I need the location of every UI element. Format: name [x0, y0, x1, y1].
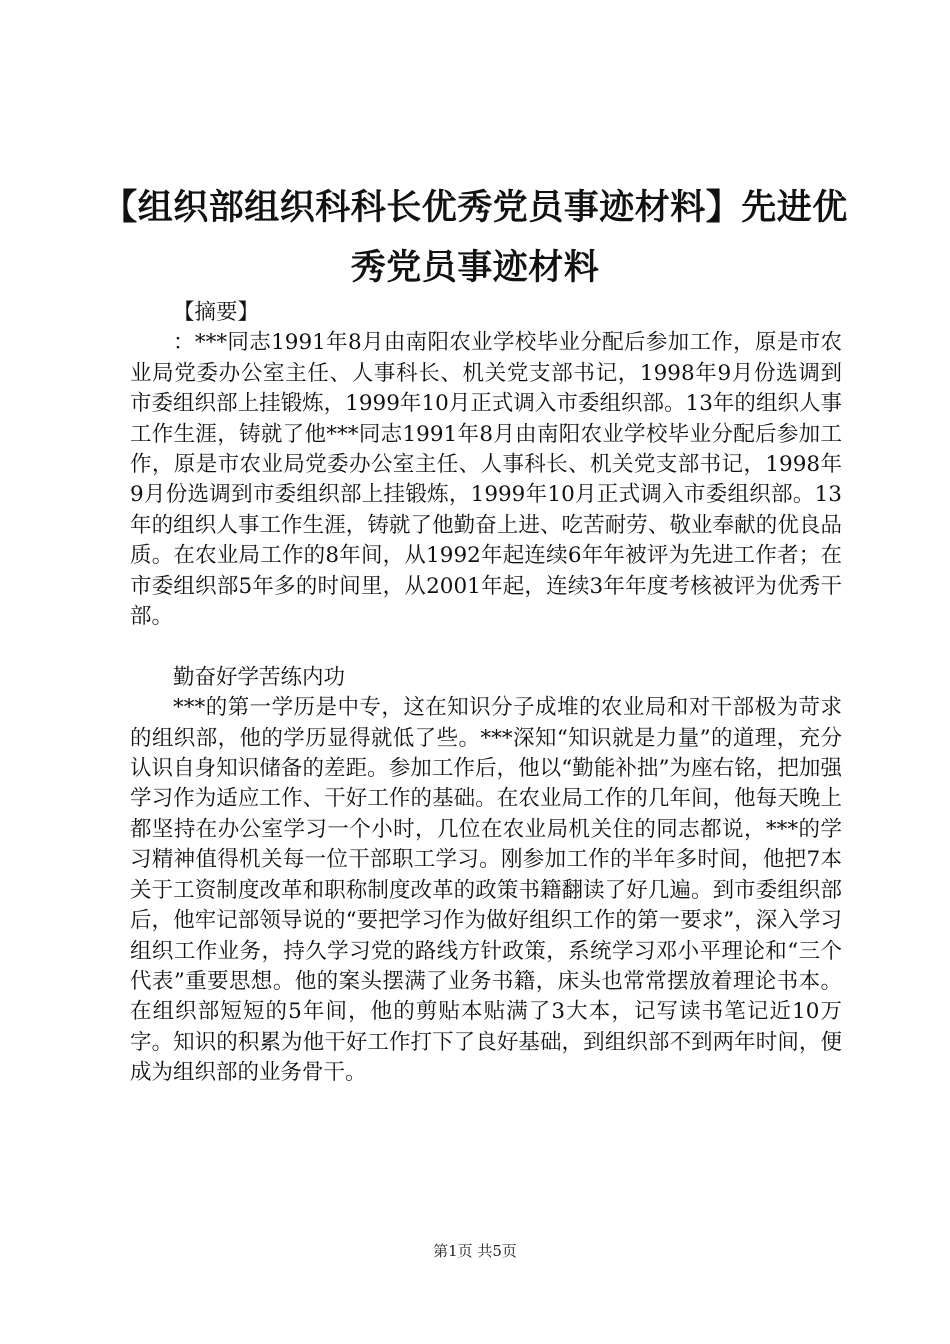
page-footer: 第1页 共5页: [433, 1242, 517, 1260]
body-paragraph: ***的第一学历是中专，这在知识分子成堆的农业局和对干部极为苛求的组织部，他的学历显得就低了些。***深知“知识就是力量”的道理，充分认识自身知识储备的差距。参加工作后，他以“勤能补拙”为座右铭，把加强学习作为适应工作、干好工作的基础。在农业局工作的几年间，他每天晚上都坚持在办公室学习一个小时，几位在农业局机关住的同志都说，***的学习精神值得机关每一位干部职工学习。刚参加工作的半年多时间，他把7本关于工资制度改革和职称制度改革的政策书籍翻读了好几遍。到市委组织部后，他牢记部领导说的“要把学习作为做好组织工作的第一要求”，深入学习组织工作业务，持久学习党的路线方针政策，系统学习邓小平理论和“三个代表”重要思想。他的案头摆满了业务书籍，床头也常常摆放着理论书本。在组织部短短的5年间，他的剪贴本贴满了3大本，记写读书笔记近10万字。知识的积累为他干好工作打下了良好基础，到组织部不到两年时间，便成为组织部的业务骨干。: [130, 695, 842, 1086]
document-body: [130, 298, 842, 1089]
abstract-paragraph: ：***同志1991年8月由南阳农业学校毕业分配后参加工作，原是市农业局党委办公室主任、人事科长、机关党支部书记，1998年9月份选调到市委组织部上挂锻炼，1999年10月正式调入市委组织部。13年的组织人事工作生涯，铸就了他***同志1991年8月由南阳农业学校毕业分配后参加工作，原是市农业局党委办公室主任、人事科长、机关党支部书记，1998年9月份选调到市委组织部上挂锻炼，1999年10月正式调入市委组织部。13年的组织人事工作生涯，铸就了他勤奋上进、吃苦耐劳、敬业奉献的优良品质。在农业局工作的8年间，从1992年起连续6年年被评为先进工作者；在市委组织部5年多的时间里，从2001年起，连续3年年度考核被评为优秀干部。: [130, 330, 842, 630]
abstract-label: 【摘要】: [173, 300, 260, 325]
section-heading: 勤奋好学苦练内功: [173, 664, 346, 690]
document-title: 【组织部组织科科长优秀党员事迹材料】先进优秀党员事迹材料: [102, 188, 848, 288]
paragraph-spacer: [130, 632, 842, 662]
